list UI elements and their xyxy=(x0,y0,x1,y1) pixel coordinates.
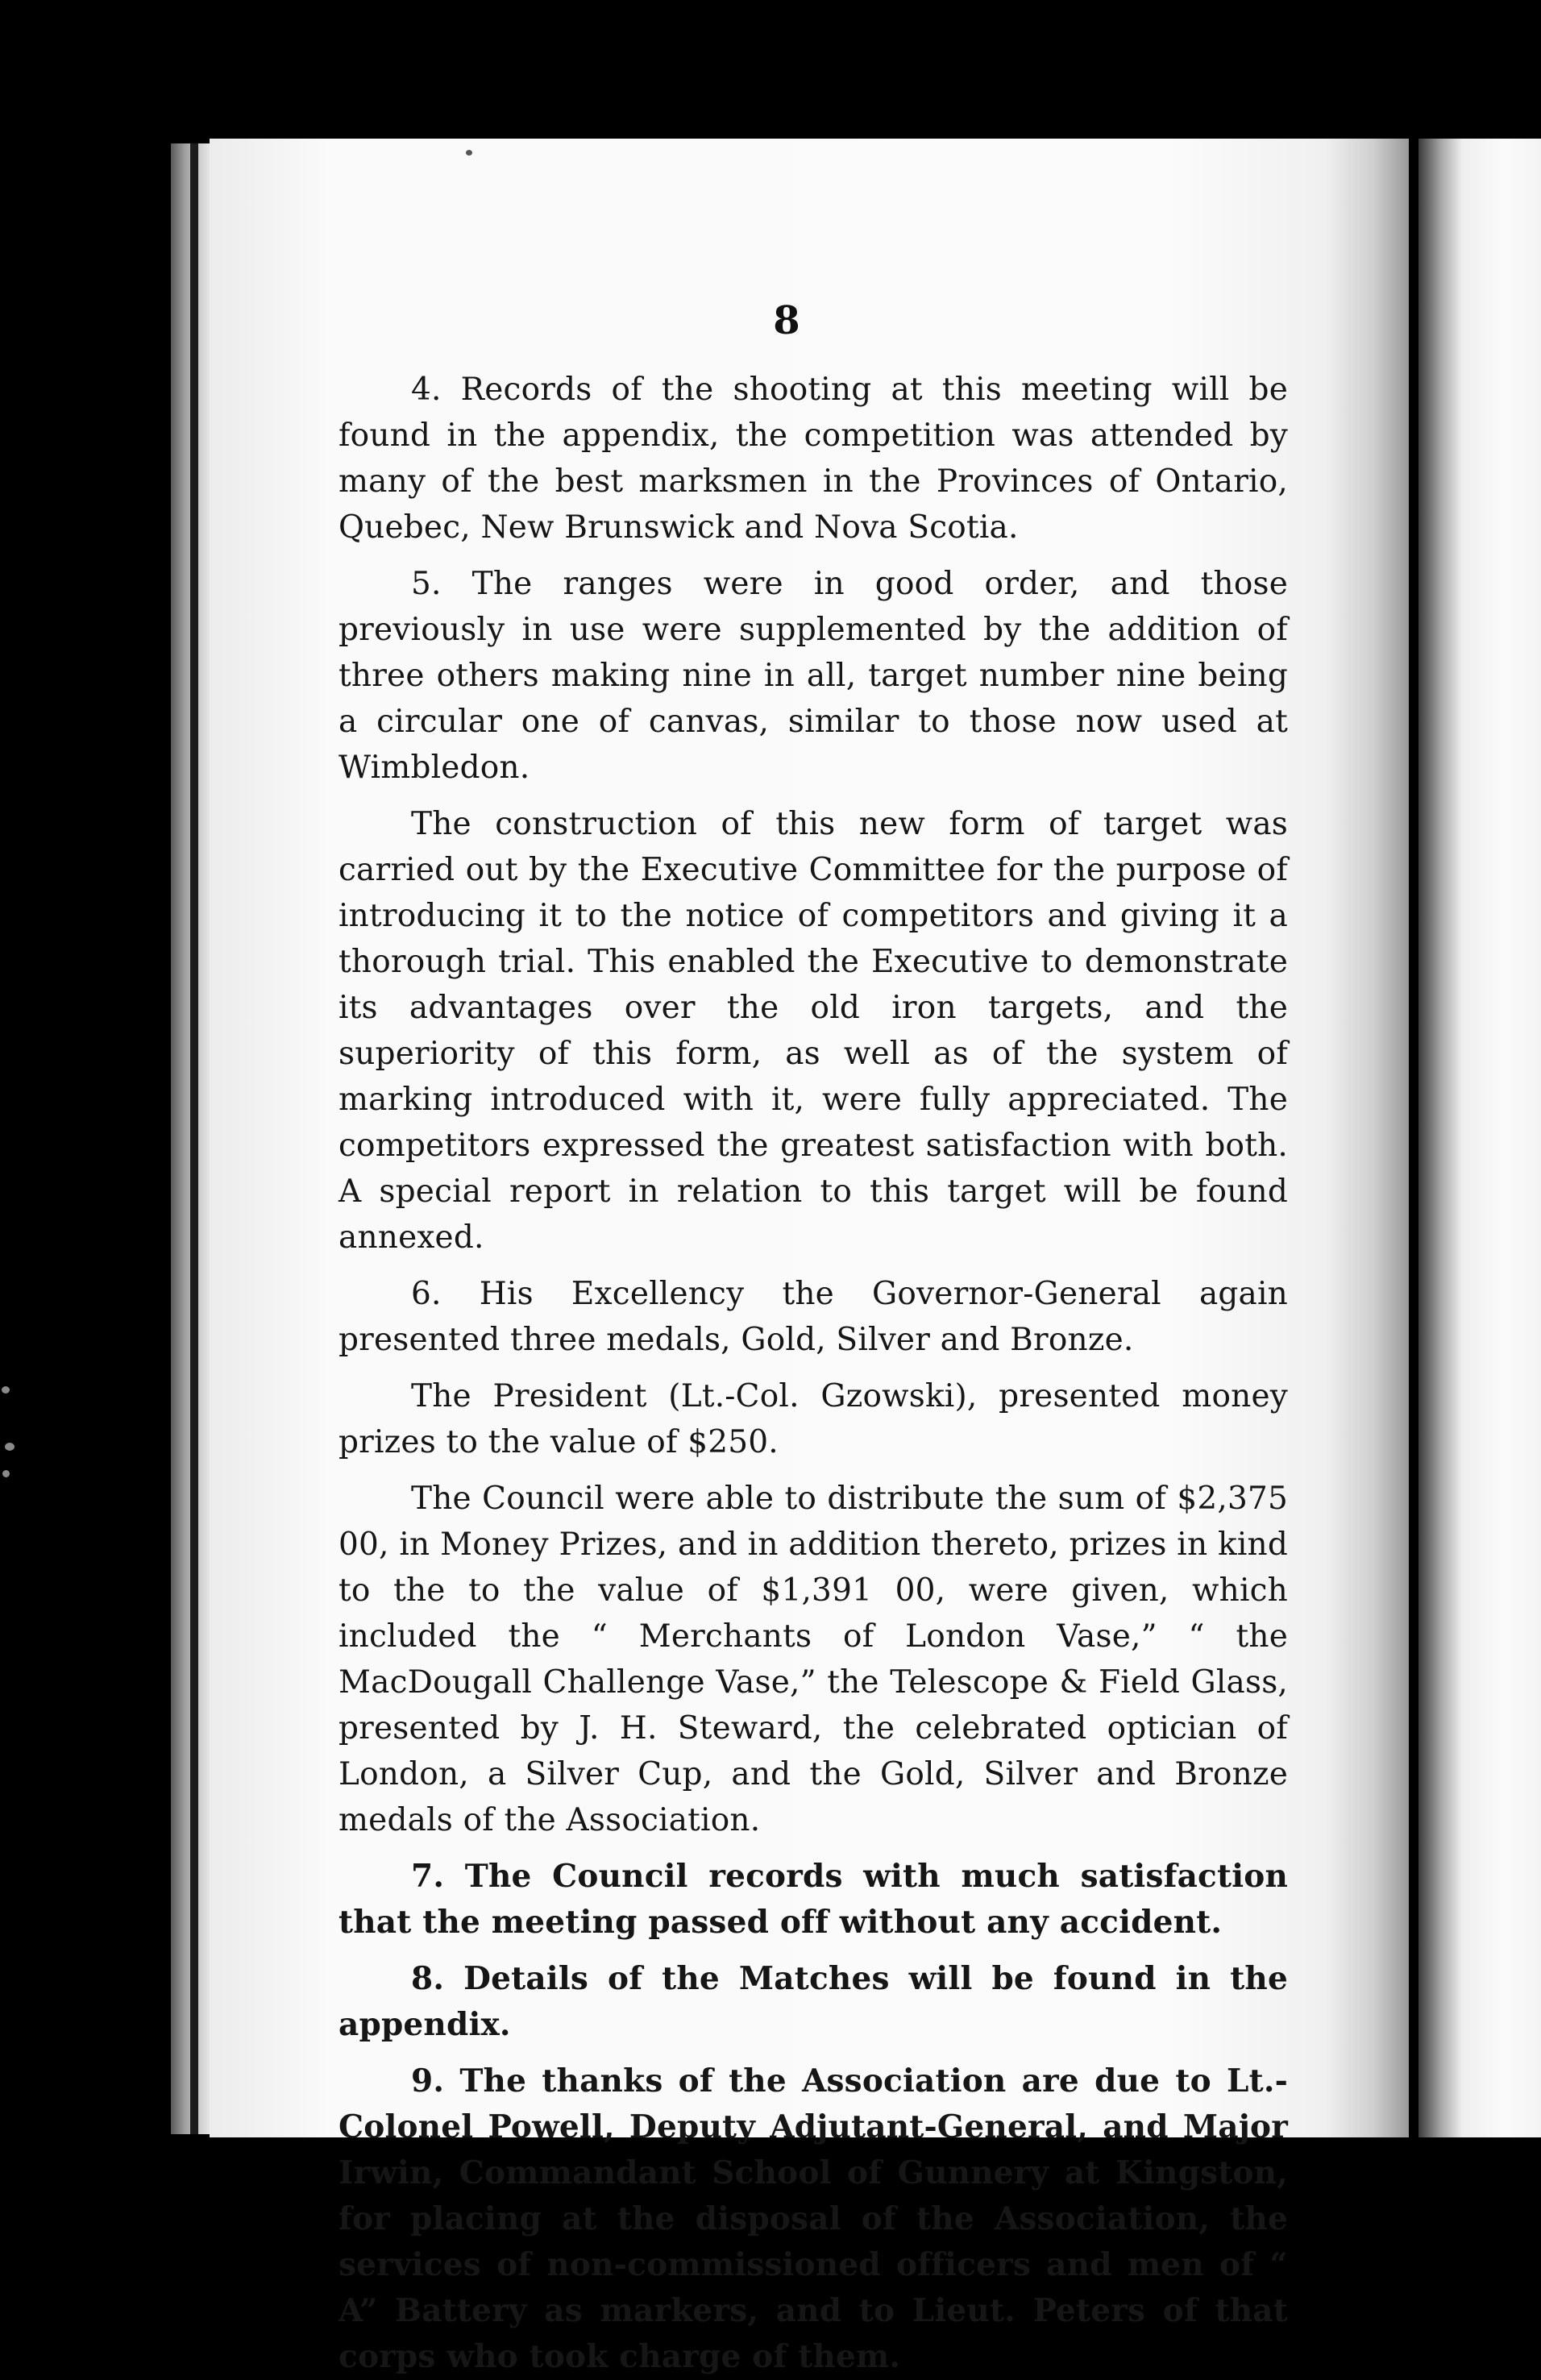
paragraph-7-no-accident: 7. The Council records with much satisfaction that the meeting passed off without any accident. xyxy=(339,1858,1288,1941)
document-body xyxy=(339,367,1288,2380)
page-number: 8 xyxy=(773,298,800,343)
paragraph-council-prizes: The Council were able to distribute the sum of $2,375 00, in Money Prizes, and in addition thereto, prizes in kind to the to the value of $1,391 00, were given, which included the “ Merchants of London Vase,” “ the MacDougall Challenge Vase,” the Telescope & Field Glass, presented by J. H. Steward, the celebrated optician of London, a Silver Cup, and the Gold, Silver and Bronze medals of the Association. xyxy=(339,1481,1288,1838)
paragraph-8-details: 8. Details of the Matches will be found in the appendix. xyxy=(339,1960,1288,2043)
paragraph-9-thanks: 9. The thanks of the Association are due to Lt.-Colonel Powell, Deputy Adjutant-General, and Major Irwin, Commandant School of Gunnery at Kingston, for placing at the disposal of the Association, the services of non-commissioned officers and men of “ A” Battery as markers, and to Lieut. Peters of that corps who took charge of them. xyxy=(339,2062,1288,2375)
scan-speck xyxy=(466,150,472,156)
paragraph-5-ranges: 5. The ranges were in good order, and those previously in use were supplemented by the addition of three others making nine in all, target number nine being a circular one of canvas, similar to those now used at Wimbledon. xyxy=(339,566,1288,786)
paragraph-president-prizes: The President (Lt.-Col. Gzowski), presented money prizes to the value of $250. xyxy=(339,1378,1288,1460)
scan-artifact-dots xyxy=(0,1386,24,1483)
paragraph-6-medals: 6. His Excellency the Governor-General again presented three medals, Gold, Silver and Bronze. xyxy=(339,1276,1288,1358)
adjacent-page-edge xyxy=(1418,139,1541,2137)
paragraph-4-records: 4. Records of the shooting at this meeting will be found in the appendix, the competition was attended by many of the best marksmen in the Provinces of Ontario, Quebec, New Brunswick and Nova Scotia. xyxy=(339,372,1288,546)
page-spine xyxy=(190,143,198,2134)
paragraph-target-construction: The construction of this new form of target was carried out by the Executive Committee for the purpose of introducing it to the notice of competitors and giving it a thorough trial. This enabled the Executive to demonstrate its advantages over the old iron targets, and the superiority of this form, as well as of the system of marking introduced with it, were fully appreciated. The competitors expressed the greatest satisfaction with both. A special report in relation to this target will be found annexed. xyxy=(339,806,1288,1256)
